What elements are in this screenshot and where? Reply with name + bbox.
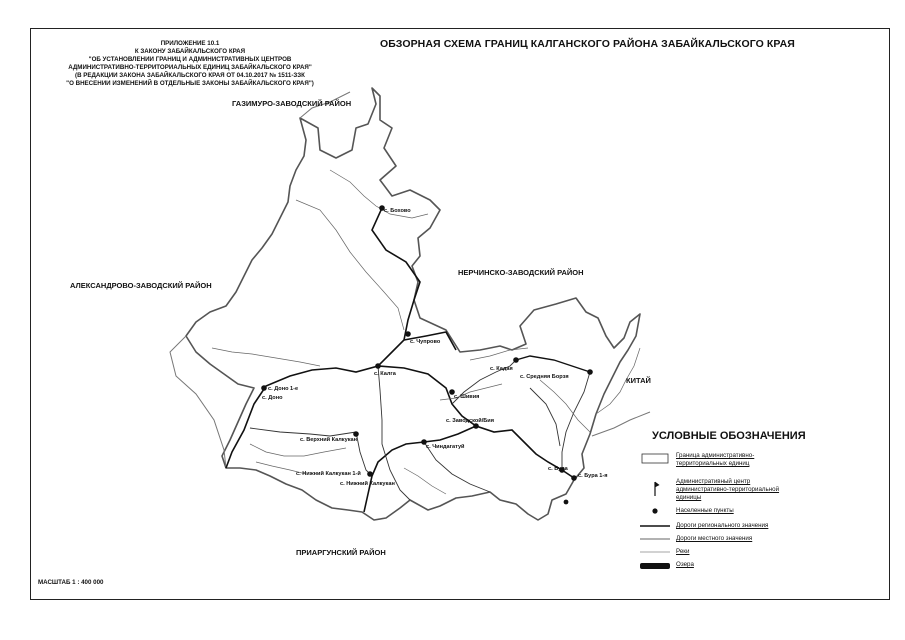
river [404,468,446,494]
legend-lake-symbol [640,563,670,569]
appendix-line: (В РЕДАКЦИИ ЗАКОНА ЗАБАЙКАЛЬСКОГО КРАЯ ОТ 04.10.2017 № 1511-ЗЗК [75,72,305,79]
legend-center-label: административно-территориальной [676,486,780,493]
river [212,348,320,366]
river [296,200,404,330]
appendix-line: ПРИЛОЖЕНИЕ 10.1 [160,40,220,47]
district-label-aleksandrovo: АЛЕКСАНДРОВО-ЗАВОДСКИЙ РАЙОН [70,281,212,290]
legend-boundary-symbol [642,454,668,463]
place-label: с. Доно [262,395,283,401]
map-scale: МАСШТАБ 1 : 400 000 [38,579,104,586]
place-label: с. Бохово [384,208,411,214]
legend-title: УСЛОВНЫЕ ОБОЗНАЧЕНИЯ [652,430,806,442]
district-label-china: КИТАЙ [626,376,651,385]
place-label: с. Шивия [454,394,480,400]
appendix-line: "О ВНЕСЕНИИ ИЗМЕНЕНИЙ В ОТДЕЛЬНЫЕ ЗАКОНЫ ЗАБАЙКАЛЬСКОГО КРАЯ") [66,80,314,87]
legend-boundary-label: Граница административно- [676,452,755,459]
place-label: с. Верхний Калкукан [300,437,357,443]
district-label-priargunsky: ПРИАРГУНСКИЙ РАЙОН [296,548,386,557]
map-title: ОБЗОРНАЯ СХЕМА ГРАНИЦ КАЛГАНСКОГО РАЙОНА ЗАБАЙКАЛЬСКОГО КРАЯ [380,38,795,50]
legend-boundary-label: территориальных единиц [676,460,750,467]
place-label: с. Нижний Калкукан [340,481,395,487]
outer-boundary [170,336,226,468]
place-label: с. Заводской/Бия [446,418,494,424]
place-label: с. Калга [374,371,396,377]
regional-road [364,426,476,512]
appendix-line: АДМИНИСТРАТИВНО-ТЕРРИТОРИАЛЬНЫХ ЕДИНИЦ ЗАБАЙКАЛЬСКОГО КРАЯ" [68,64,312,71]
legend-local-label: Дороги местного значения [676,535,753,542]
place-label: с. Средняя Борзя [520,374,569,380]
appendix-line: К ЗАКОНУ ЗАБАЙКАЛЬСКОГО КРАЯ [134,48,246,55]
legend-regional-label: Дороги регионального значения [676,522,769,529]
local-road [250,428,356,436]
legend-center-label: единицы [676,494,702,501]
legend-lake-label: Озера [676,561,694,568]
regional-road [516,356,590,372]
legend-settlement-label: Населенные пункты [676,507,734,514]
district-label-nerchinsko: НЕРЧИНСКО-ЗАВОДСКИЙ РАЙОН [458,268,584,277]
place-label: с. Кадая [490,366,513,372]
place-label: с. Чиндагатуй [426,444,465,450]
river [250,444,346,456]
place-label: с. Чупрово [410,339,441,345]
place-label: с. Нижний Калкукан 1-й [296,471,361,477]
place-label: с. Бура [548,466,568,472]
local-road [378,366,410,500]
local-road [562,372,590,470]
legend-center-label: Административный центр [676,478,751,485]
local-road [530,388,560,446]
district-label-gazimuro: ГАЗИМУРО-ЗАВОДСКИЙ РАЙОН [232,99,352,108]
outer-boundary [592,412,650,436]
local-road [356,432,372,476]
appendix-line: "ОБ УСТАНОВЛЕНИИ ГРАНИЦ И АДМИНИСТРАТИВНЫХ ЦЕНТРОВ [88,56,292,63]
legend-river-label: Реки [676,548,690,555]
place-label: с. Доно 1-е [268,386,299,392]
legend-settlement-symbol [652,508,657,513]
place-label: с. Бура 1-я [578,473,608,479]
river [330,170,428,218]
